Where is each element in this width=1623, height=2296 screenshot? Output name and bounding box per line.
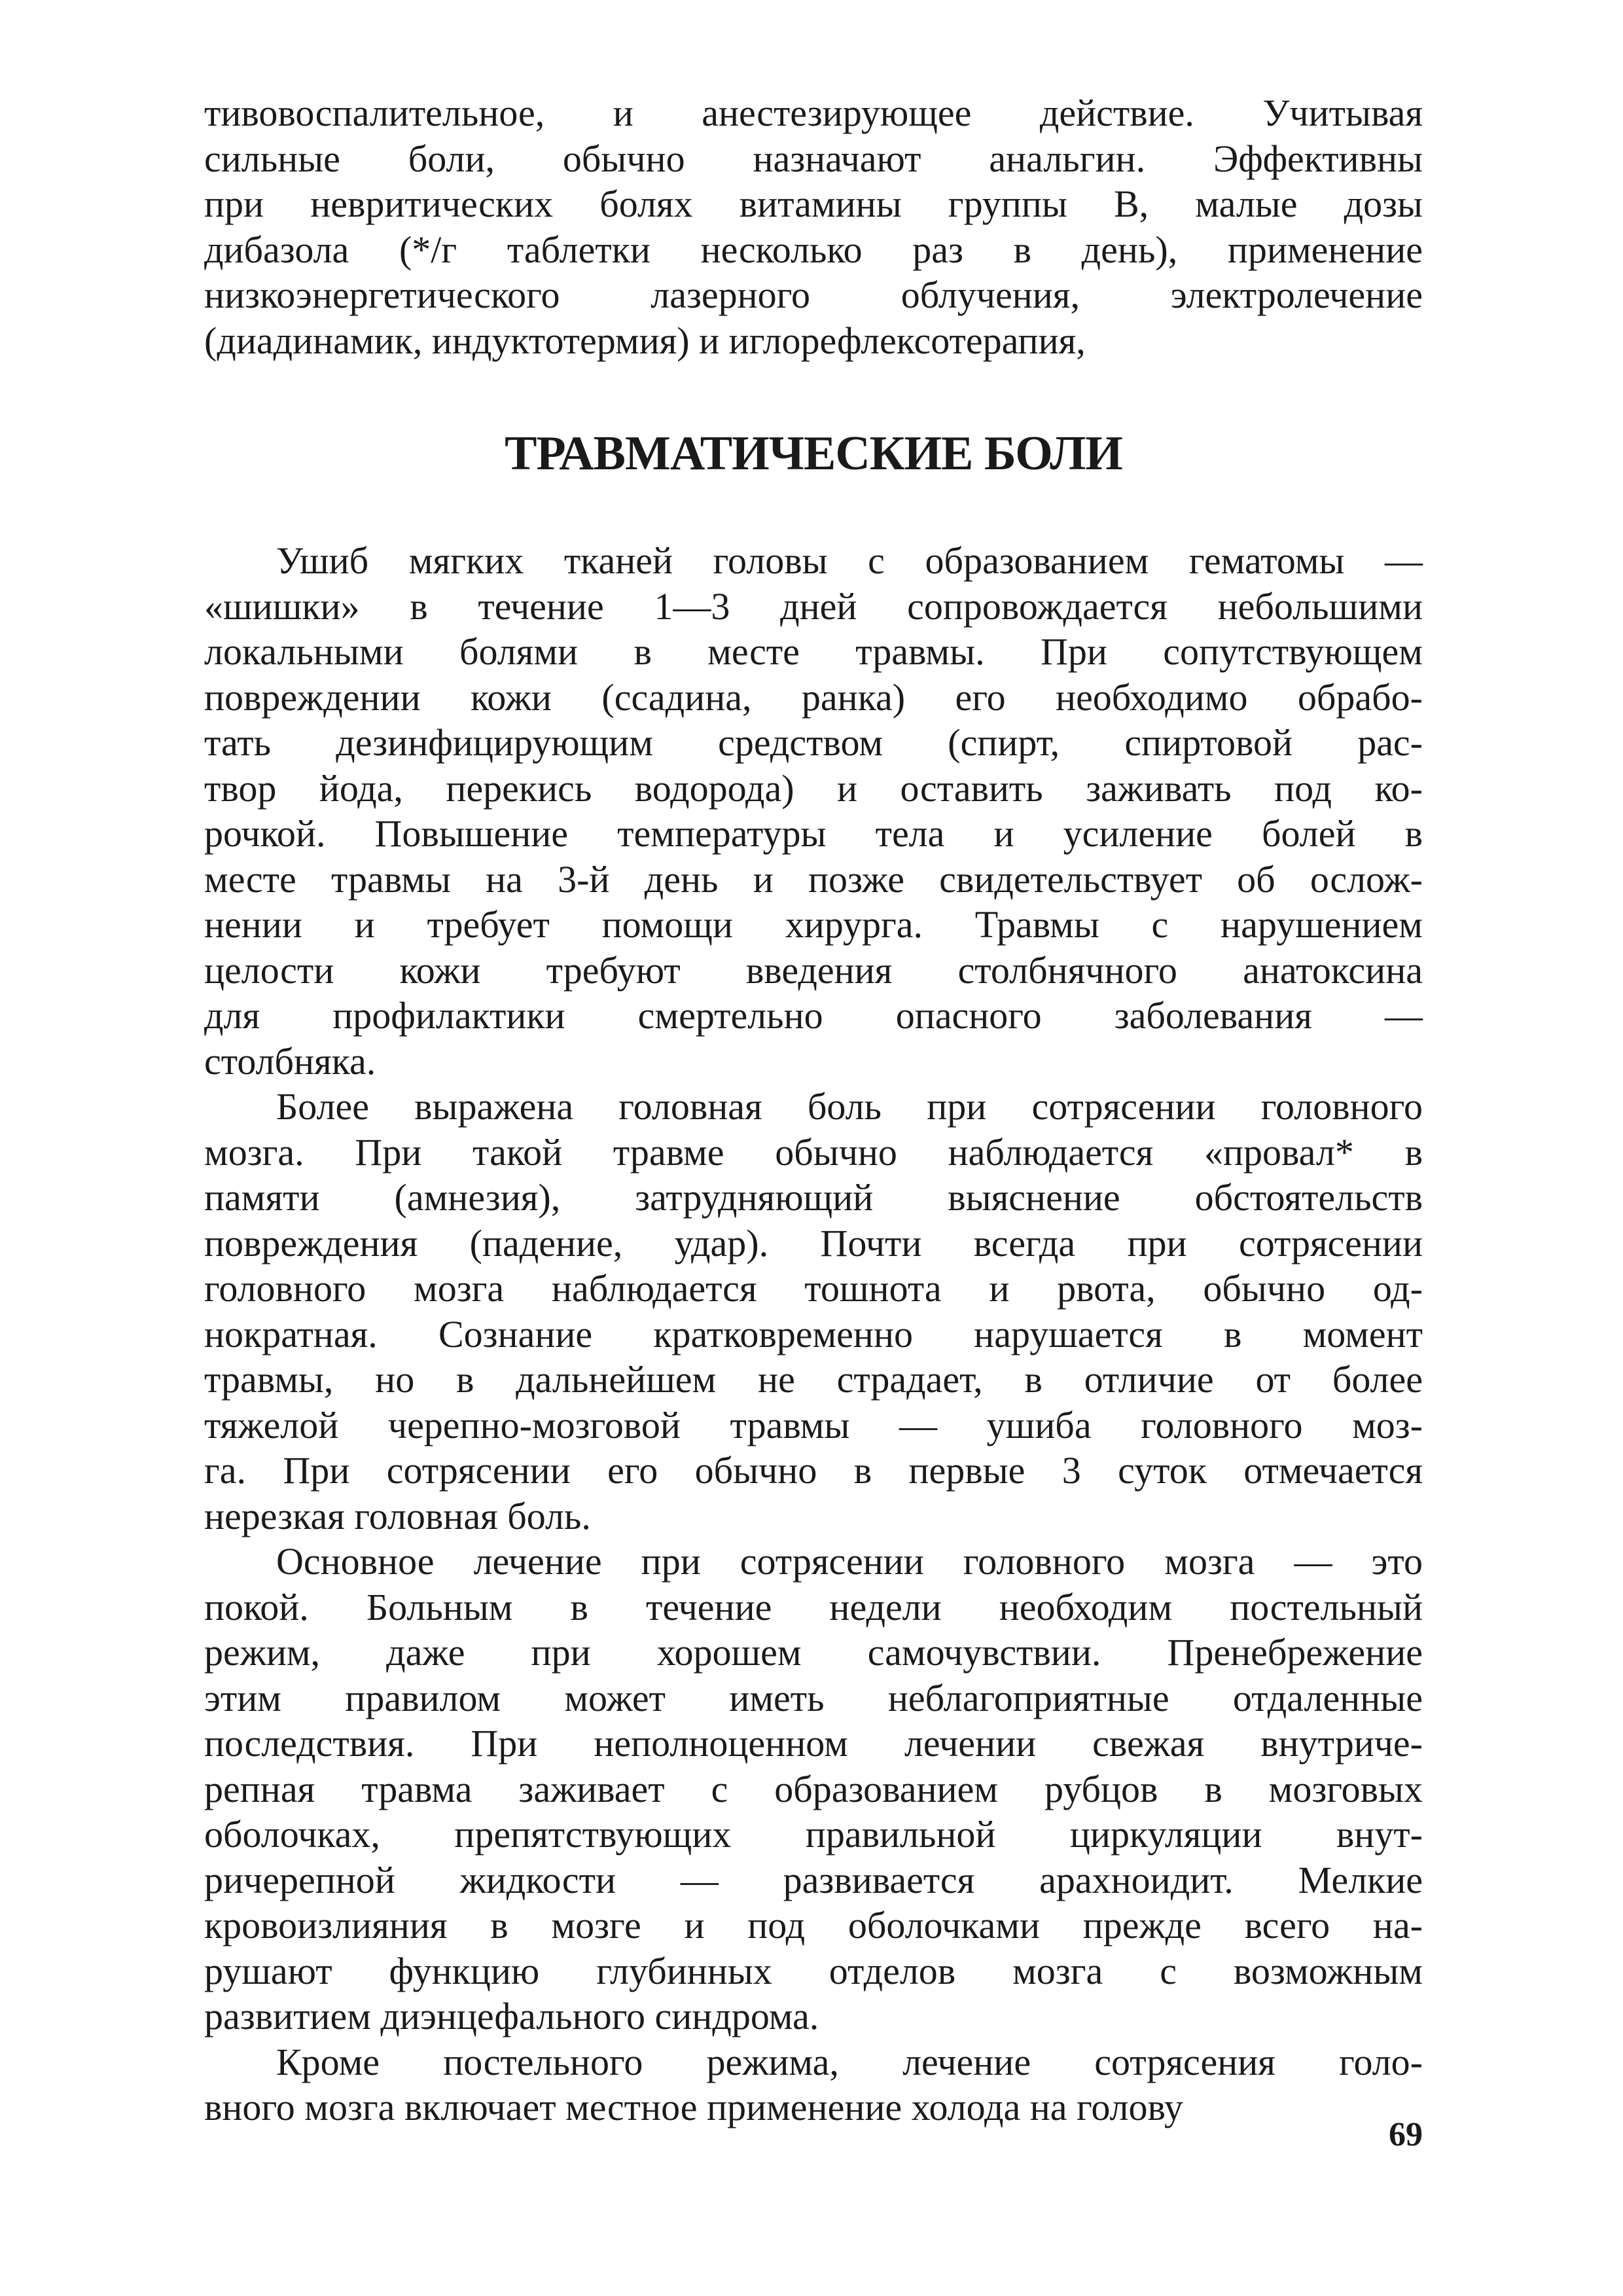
page-number: 69 — [1389, 2116, 1423, 2153]
text-line: дибазола (*/г таблетки несколько раз в день), применение — [204, 228, 1423, 271]
text-line: «шишки» в течение 1—3 дней сопровождается небольшими — [204, 584, 1423, 628]
intro-paragraph — [204, 90, 1423, 363]
text-line: тать дезинфицирующим средством (спирт, спиртовой рас- — [204, 721, 1423, 764]
text-line: головного мозга наблюдается тошнота и рвота, обычно од- — [204, 1267, 1423, 1310]
text-line: га. При сотрясении его обычно в первые 3 суток отмечается — [204, 1449, 1423, 1492]
text-line: локальными болями в месте травмы. При сопутствующем — [204, 630, 1423, 673]
text-line: столбняка. — [204, 1039, 376, 1083]
text-line: низкоэнергетического лазерного облучения, электролечение — [204, 274, 1423, 316]
text-line: репная травма заживает с образованием рубцов в мозговых — [204, 1767, 1423, 1810]
text-line: мозга. При такой травме обычно наблюдается «провал* в — [204, 1130, 1423, 1174]
text-line: кровоизлияния в мозге и под оболочками прежде всего на- — [204, 1904, 1423, 1946]
text-line: развитием диэнцефального синдрома. — [204, 1995, 819, 2037]
text-line: тивовоспалительное, и анестезирующее действие. Учитывая — [204, 92, 1423, 134]
text-line: нократная. Сознание кратковременно нарушается в момент — [204, 1312, 1423, 1355]
text-line: нении и требует помощи хирурга. Травмы с нарушением — [204, 903, 1423, 946]
text-line: Основное лечение при сотрясении головного мозга — это — [276, 1540, 1423, 1583]
text-line: целости кожи требуют введения столбнячного анатоксина — [204, 948, 1423, 992]
section-heading: ТРАВМАТИЧЕСКИЕ БОЛИ — [505, 427, 1122, 480]
text-line: ричерепной жидкости — развивается арахноидит. Мелкие — [204, 1858, 1423, 1901]
section-body — [204, 538, 1423, 2130]
text-line: вного мозга включает местное применение холода на голову — [204, 2086, 1183, 2128]
text-line: Кроме постельного режима, лечение сотрясения голо- — [276, 2040, 1423, 2083]
text-line: покой. Больным в течение недели необходим постельный — [204, 1585, 1423, 1628]
text-line: последствия. При неполноценном лечении свежая внутриче- — [204, 1722, 1423, 1765]
text-line: повреждении кожи (ссадина, ранка) его необходимо обрабо- — [204, 675, 1423, 719]
text-line: сильные боли, обычно назначают анальгин. Эффективны — [204, 137, 1423, 180]
text-line: нерезкая головная боль. — [204, 1494, 591, 1537]
text-line: рушают функцию глубинных отделов мозга с возможным — [204, 1949, 1423, 1992]
text-line: при невритических болях витамины группы В, малые дозы — [204, 183, 1423, 225]
text-line: травмы, но в дальнейшем не страдает, в отличие от более — [204, 1358, 1423, 1401]
text-line: месте травмы на 3-й день и позже свидетельствует об ослож- — [204, 857, 1423, 901]
text-line: Более выражена головная боль при сотрясении головного — [276, 1085, 1423, 1128]
text-line: оболочках, препятствующих правильной циркуляции внут- — [204, 1813, 1423, 1856]
text-line: для профилактики смертельно опасного заболевания — — [204, 994, 1423, 1037]
text-line: твор йода, перекись водорода) и оставить заживать под ко- — [204, 766, 1423, 810]
text-line: памяти (амнезия), затрудняющий выяснение обстоятельств — [204, 1176, 1423, 1219]
text-line: повреждения (падение, удар). Почти всегда при сотрясении — [204, 1221, 1423, 1265]
text-line: Ушиб мягких тканей головы с образованием гематомы — — [276, 539, 1423, 582]
text-line: (диадинамик, индуктотермия) и иглорефлексотерапия, — [204, 319, 1086, 362]
text-line: режим, даже при хорошем самочувствии. Пренебрежение — [204, 1631, 1423, 1674]
text-line: рочкой. Повышение температуры тела и усиление болей в — [204, 812, 1423, 855]
text-line: тяжелой черепно-мозговой травмы — ушиба головного моз- — [204, 1403, 1423, 1446]
text-line: этим правилом может иметь неблагоприятные отдаленные — [204, 1676, 1423, 1719]
